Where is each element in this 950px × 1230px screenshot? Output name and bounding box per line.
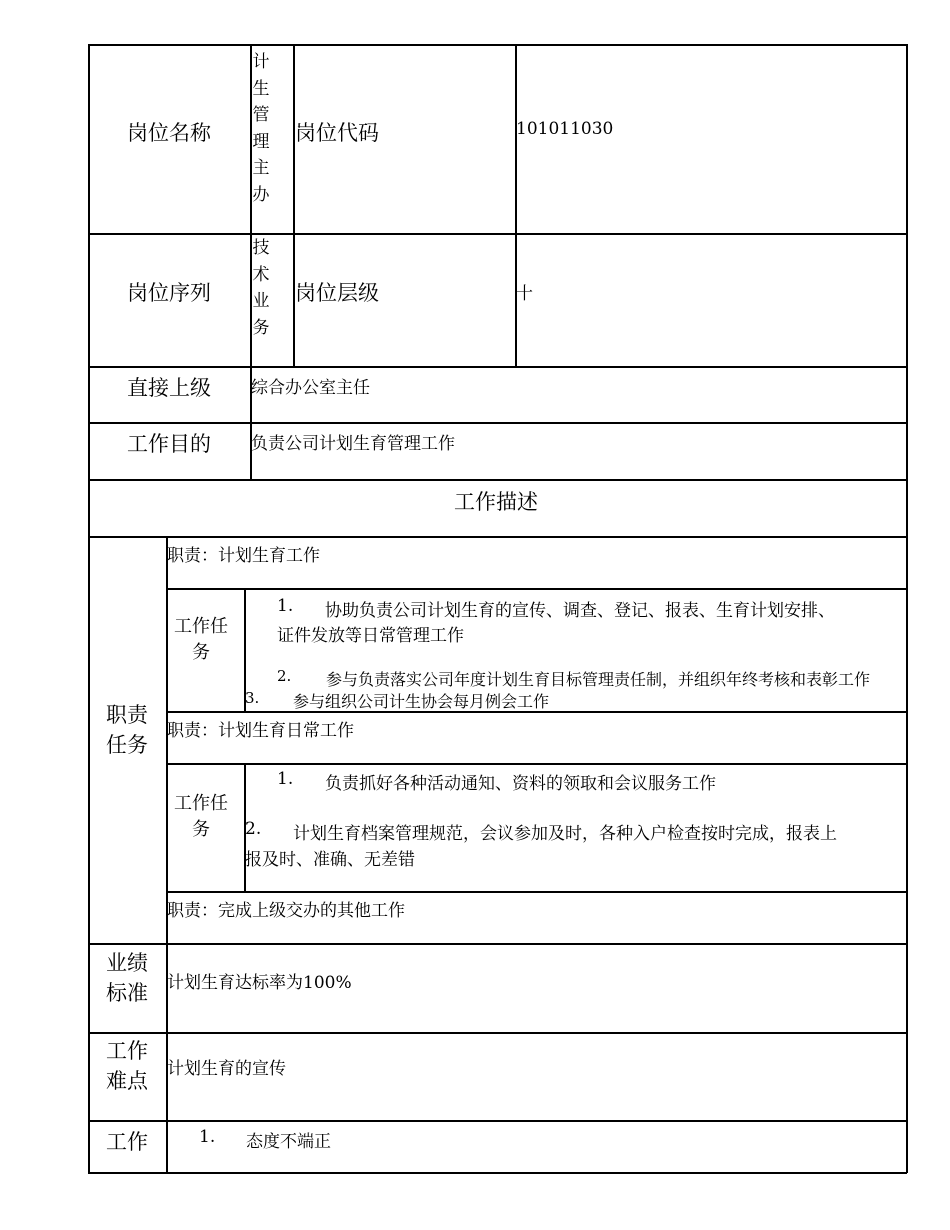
performance-label: 业绩标准 — [106, 951, 148, 1005]
duty-title: 职责：计划生育工作 — [167, 546, 320, 566]
row-divider — [88, 536, 907, 538]
difficulty-value: 计划生育的宣传 — [167, 1059, 286, 1079]
row-divider — [88, 479, 907, 481]
purpose-value: 负责公司计划生育管理工作 — [251, 434, 455, 454]
task-text: 参与负责落实公司年度计划生育目标管理责任制，并组织年终考核和表彰工作 — [326, 670, 871, 689]
task-text: 参与组织公司计生协会每月例会工作 — [293, 692, 550, 711]
task-number: 1. — [277, 769, 294, 789]
attitude-number: 1. — [199, 1127, 216, 1147]
attitude-label: 工作 — [106, 1130, 148, 1154]
purpose-label: 工作目的 — [127, 432, 211, 456]
supervisor-label: 直接上级 — [127, 376, 211, 400]
task-text: 计划生育档案管理规范，会议参加及时，各种入户检查按时完成，报表上 — [293, 824, 837, 844]
work-description-title: 工作描述 — [454, 490, 538, 514]
task-text: 协助负责公司计划生育的宣传、调查、登记、报表、生育计划安排、 — [325, 601, 835, 621]
duty-title: 职责：完成上级交办的其他工作 — [167, 901, 405, 921]
row-divider — [88, 943, 907, 945]
position-code-label: 岗位代码 — [295, 121, 379, 145]
table-border-top — [88, 44, 907, 46]
duty-title: 职责：计划生育日常工作 — [167, 721, 354, 741]
table-border-left — [88, 44, 90, 1173]
row-divider — [88, 422, 907, 424]
task-number: 3. — [245, 689, 260, 707]
duties-label: 职责任务 — [106, 703, 148, 757]
row-divider — [166, 763, 907, 765]
row-divider — [166, 891, 907, 893]
column-divider — [293, 44, 295, 367]
table-border-right — [906, 44, 908, 1173]
row-divider — [88, 366, 907, 368]
task-text-continued: 报及时、准确、无差错 — [245, 850, 415, 870]
task-number: 2. — [277, 667, 292, 685]
table-border-bottom — [88, 1172, 907, 1174]
position-name-value: 计生管理主办 — [252, 52, 270, 205]
attitude-value: 态度不端正 — [246, 1132, 331, 1152]
position-name-label: 岗位名称 — [127, 121, 211, 145]
task-text: 负责抓好各种活动通知、资料的领取和会议服务工作 — [325, 774, 716, 794]
position-level-label: 岗位层级 — [295, 281, 379, 305]
row-divider — [88, 233, 907, 235]
row-divider — [88, 1032, 907, 1034]
task-label: 工作任务 — [174, 616, 228, 663]
task-text-continued: 证件发放等日常管理工作 — [277, 626, 464, 646]
row-divider — [166, 588, 907, 590]
row-divider — [88, 1120, 907, 1122]
position-level-value: 十 — [516, 284, 533, 304]
column-divider — [515, 44, 517, 367]
position-series-label: 岗位序列 — [127, 281, 211, 305]
position-code-value: 101011030 — [516, 119, 614, 139]
position-series-value: 技术业务 — [252, 238, 270, 338]
task-number: 1. — [277, 596, 294, 616]
task-number: 2. — [245, 819, 262, 839]
performance-value: 计划生育达标率为100% — [167, 973, 352, 993]
difficulty-label: 工作难点 — [106, 1039, 148, 1093]
supervisor-value: 综合办公室主任 — [251, 378, 370, 398]
task-label: 工作任务 — [174, 793, 228, 840]
